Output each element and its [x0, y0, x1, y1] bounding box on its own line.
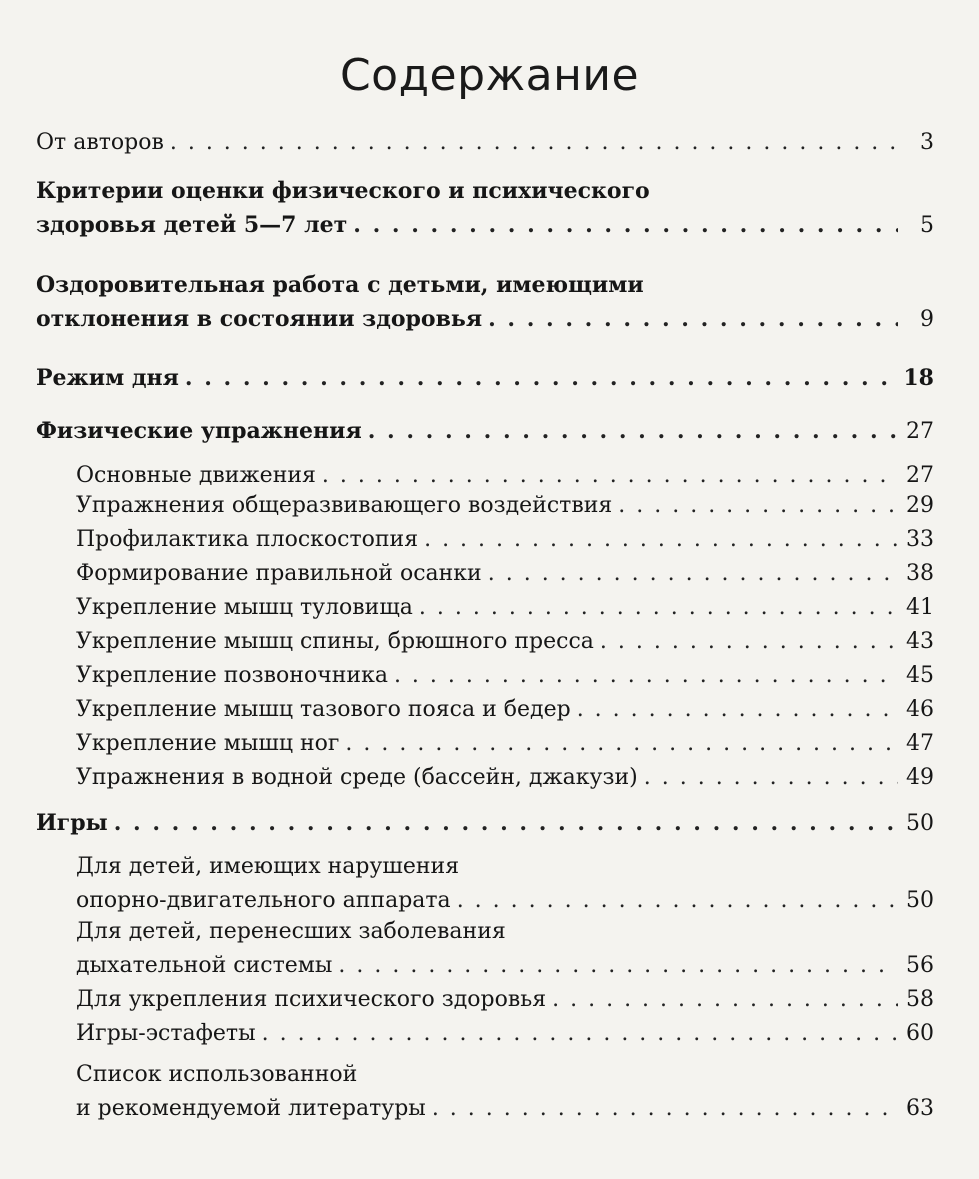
toc-entry-authors: [36, 126, 934, 160]
toc-entry-label: Укрепление мышц тазового пояса и бедер: [76, 697, 571, 722]
toc-entry-label: Физические упражнения: [36, 418, 362, 444]
leader-dots: [262, 1017, 898, 1051]
toc-entry-label: Укрепление мышц туловища: [76, 595, 413, 620]
toc-entry-label: и рекомендуемой литературы: [76, 1096, 426, 1121]
toc-page-number: 5: [920, 213, 934, 238]
toc-subentry: [76, 850, 934, 918]
toc-subentry: [76, 983, 934, 1017]
toc-entry-label: Для детей, имеющих нарушения: [76, 854, 460, 879]
toc-page-number: 50: [906, 811, 934, 836]
leader-dots: [353, 208, 898, 242]
toc-entry-label: Профилактика плоскостопия: [76, 527, 419, 552]
toc-page-number: 50: [906, 888, 934, 913]
toc-entry-label: опорно-двигательного аппарата: [76, 888, 451, 913]
toc-entry-label: Список использованной: [76, 1062, 358, 1087]
toc-entry-health-work: [36, 268, 934, 337]
toc-page-number: 18: [903, 365, 934, 391]
toc-page-number: 49: [906, 765, 934, 790]
toc-entry-label: Упражнения общеразвивающего воздействия: [76, 493, 613, 518]
toc-entry-label: отклонения в состоянии здоровья: [36, 306, 483, 332]
leader-dots: [170, 126, 898, 160]
toc-entry-label: здоровья детей 5—7 лет: [36, 212, 348, 238]
leader-dots: [185, 361, 898, 395]
toc-entry-label: Игры: [36, 810, 108, 836]
toc-subentry: [76, 693, 934, 727]
toc-page-number: 46: [906, 697, 934, 722]
leader-dots: [322, 459, 898, 493]
page-title: Содержание: [339, 50, 640, 101]
toc-entry-games: [36, 806, 934, 841]
toc-entry-label: Критерии оценки физического и психического: [36, 178, 650, 204]
toc-page-number: 58: [906, 987, 934, 1012]
toc-subentry: [76, 591, 934, 625]
leader-dots: [644, 761, 898, 795]
toc-subentry: [76, 1017, 934, 1051]
toc-page-number: 38: [906, 561, 934, 586]
toc-subentry: [76, 659, 934, 693]
toc-page-number: 60: [906, 1021, 934, 1046]
leader-dots: [577, 693, 898, 727]
leader-dots: [338, 949, 898, 983]
toc-subentry: [76, 625, 934, 659]
leader-dots: [419, 591, 898, 625]
leader-dots: [552, 983, 898, 1017]
toc-entry-label: Укрепление мышц ног: [76, 731, 340, 756]
toc-subentry: [76, 915, 934, 983]
toc-subentry: [76, 1058, 934, 1126]
toc-subentry: [76, 557, 934, 591]
toc-entry-label: Для укрепления психического здоровья: [76, 987, 547, 1012]
toc-page-number: 56: [906, 953, 934, 978]
toc-entry-label: Основные движения: [76, 463, 316, 488]
toc-page-number: 27: [906, 463, 934, 488]
toc-page-number: 47: [906, 731, 934, 756]
toc-entry-physical-exercises: [36, 414, 934, 449]
toc-entry-label: Оздоровительная работа с детьми, имеющими: [36, 272, 644, 298]
leader-dots: [488, 302, 898, 336]
toc-entry-label: Упражнения в водной среде (бассейн, джакузи): [76, 765, 638, 790]
leader-dots: [488, 557, 898, 591]
toc-page-number: 41: [906, 595, 934, 620]
leader-dots: [424, 523, 898, 557]
toc-subentry: [76, 761, 934, 795]
toc-entry-label: Для детей, перенесших заболевания: [76, 919, 506, 944]
leader-dots: [368, 414, 898, 448]
toc-page-number: 29: [906, 493, 934, 518]
toc-page-number: 3: [920, 130, 934, 155]
toc-entry-label: Укрепление позвоночника: [76, 663, 388, 688]
leader-dots: [114, 806, 898, 840]
leader-dots: [600, 625, 898, 659]
toc-entry-label: Игры-эстафеты: [76, 1021, 256, 1046]
toc-entry-criteria: [36, 174, 934, 243]
toc-entry-label: От авторов: [36, 130, 164, 155]
leader-dots: [618, 489, 898, 523]
leader-dots: [345, 727, 898, 761]
toc-entry-daily-routine: [36, 361, 934, 395]
toc-subentry: [76, 523, 934, 557]
leader-dots: [432, 1092, 898, 1126]
toc-page-number: 33: [906, 527, 934, 552]
toc-subentry: [76, 489, 934, 523]
toc-page-number: 27: [906, 419, 934, 444]
toc-page-number: 9: [920, 307, 934, 332]
toc-entry-label: Укрепление мышц спины, брюшного пресса: [76, 629, 594, 654]
toc-page-number: 63: [906, 1096, 934, 1121]
toc-entry-label: дыхательной системы: [76, 953, 333, 978]
toc-page-number: 45: [906, 663, 934, 688]
toc-subentry: [76, 727, 934, 761]
toc-subentry: [76, 459, 934, 493]
leader-dots: [457, 884, 898, 918]
toc-entry-label: Формирование правильной осанки: [76, 561, 482, 586]
toc-entry-label: Режим дня: [36, 365, 179, 391]
toc-page-number: 43: [906, 629, 934, 654]
leader-dots: [394, 659, 898, 693]
